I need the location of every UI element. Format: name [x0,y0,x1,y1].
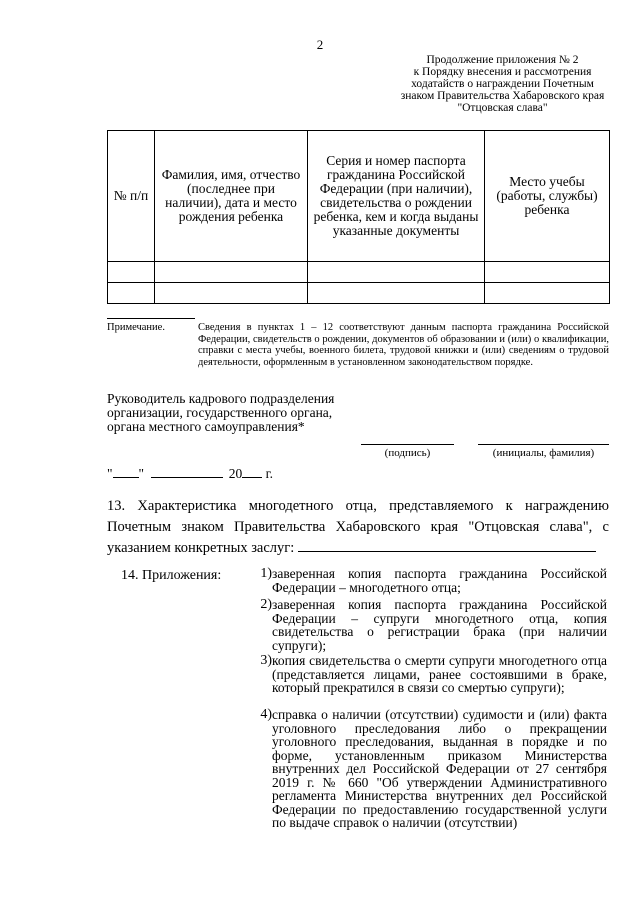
attachment-number: 1) [260,566,272,581]
header-line: к Порядку внесения и рассмотрения [413,66,592,78]
attachment-item: копия свидетельства о смерти супруги многодетного отца (представляется лицами, ранее состоявшими в браке, который прекратился в связи со смертью супруги); [272,653,607,695]
section-13 [107,496,609,559]
attachment-number: 4) [260,707,272,722]
column-header-child-name: Фамилия, имя, отчество (последнее при наличии), дата и место рождения ребенка [155,131,308,262]
date-month-blank [151,465,223,478]
header-line: ходатайств о награждении Почетным [411,78,594,90]
appendix-header [395,54,610,114]
column-header-study-place: Место учебы (работы, службы) ребенка [485,131,610,262]
attachment-item: справка о наличии (отсутствии) судимости и (или) факта уголовного преследования либо о прекращении уголовного преследования, выданная в порядке и по форме, установленным приказом Министерства внутренних дел Российской Федерации от 27 сентября 2019 г. № 660 "Об утверждении Административного регламента Министерства внутренних дел Российской Федерации по предоставлению государственной услуги по выдаче справок о наличии (отсутствии) [272,707,607,830]
attachment-number: 2) [260,597,272,612]
head-title: Руководитель кадрового подразделения организации, государственного органа, органа местного самоуправления* [107,391,335,434]
column-header-number: № п/п [108,131,155,262]
section-14-label: 14. Приложения: [121,568,222,583]
note-text: Сведения в пунктах 1 – 12 соответствуют данным паспорта гражданина Российской Федерации, свидетельств о рождении, документов об образовании и (или) о квалификации, справки с места учебы, военного билета, трудовой книжки и (или) сведениям о трудовой деятельности, оформленным в установленном законодательством порядке. [198,322,609,368]
name-line [478,444,609,445]
signature-caption: (подпись) [384,447,431,459]
section-13-text: 13. Характеристика многодетного отца, представляемого к награждению Почетным знаком Правительства Хабаровского края "Отцовская слава", с указанием конкретных заслуг: [107,498,609,556]
table-header-row [108,131,610,262]
header-line: знаком Правительства Хабаровского края [400,90,605,102]
header-line: Продолжение приложения № 2 [426,54,579,66]
table-cell [485,283,610,304]
date-day-blank [113,465,139,478]
table-cell [108,283,155,304]
note-label: Примечание. [107,322,165,333]
date-field [107,465,273,482]
table-row [108,262,610,283]
attachment-item: заверенная копия паспорта гражданина Российской Федерации – супруги многодетного отца, копия свидетельства о регистрации брака (при наличии супруги); [272,597,607,653]
table-row [108,283,610,304]
date-year-suffix: г. [265,466,274,481]
children-table [107,130,610,304]
table-cell [308,262,485,283]
header-line: "Отцовская слава" [457,102,548,114]
page-number: 2 [316,37,324,52]
merits-blank [298,539,596,552]
attachment-number: 3) [260,653,272,668]
date-year-prefix: 20 [228,466,243,481]
table-cell [155,262,308,283]
table-cell [108,262,155,283]
table-cell [485,262,610,283]
date-year-blank [242,465,262,478]
table-cell [155,283,308,304]
table-cell [308,283,485,304]
signature-line [361,444,454,445]
column-header-documents: Серия и номер паспорта гражданина Российской Федерации (при наличии), свидетельства о рождении ребенка, кем и когда выданы указанные документы [308,131,485,262]
attachment-item: заверенная копия паспорта гражданина Российской Федерации – многодетного отца; [272,566,607,595]
note-divider [107,318,195,319]
date-close-quote: " [138,466,145,481]
name-caption: (инициалы, фамилия) [492,447,595,459]
date-open-quote: " [107,466,113,481]
